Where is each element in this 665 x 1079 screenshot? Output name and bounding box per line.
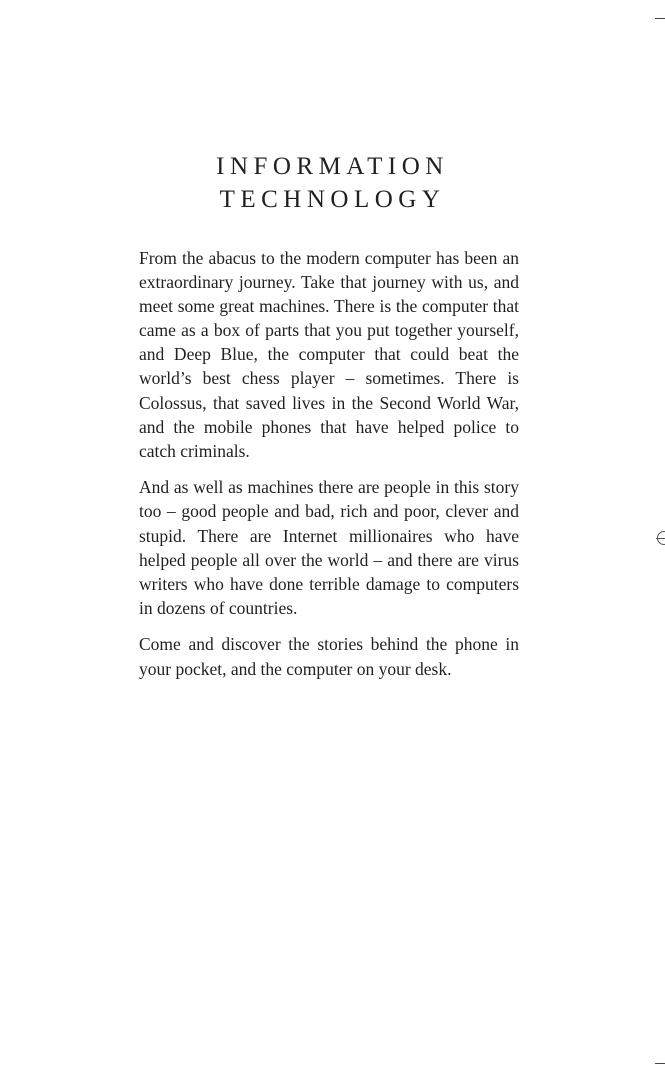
paragraph-3: Come and discover the stories behind the phone in your pocket, and the computer on your desk.	[139, 634, 519, 679]
title-line-2: TECHNOLOGY	[219, 186, 446, 213]
registration-mark-icon	[657, 531, 665, 545]
title-line-1: INFORMATION	[216, 153, 449, 180]
paragraph-2: And as well as machines there are people in this story too – good people and bad, rich and poor, clever and stupid. There are Internet millionaires who have helped people all over the world – and there are virus writers who have done terrible damage to computers in dozens of countries.	[139, 477, 519, 618]
paragraph-1: From the abacus to the modern computer has been an extraordinary journey. Take that journey with us, and meet some great machines. There is the computer that came as a box of parts that you put together yourself, and Deep Blue, the computer that could beat the world’s best chess player – sometimes. There is Colossus, that saved lives in the Second World War, and the mobile phones that have helped police to catch criminals.	[139, 248, 519, 461]
crop-mark-top	[655, 18, 665, 19]
page-title	[0, 150, 665, 216]
blurb-text	[139, 246, 519, 693]
crop-mark-bottom	[655, 1063, 665, 1064]
